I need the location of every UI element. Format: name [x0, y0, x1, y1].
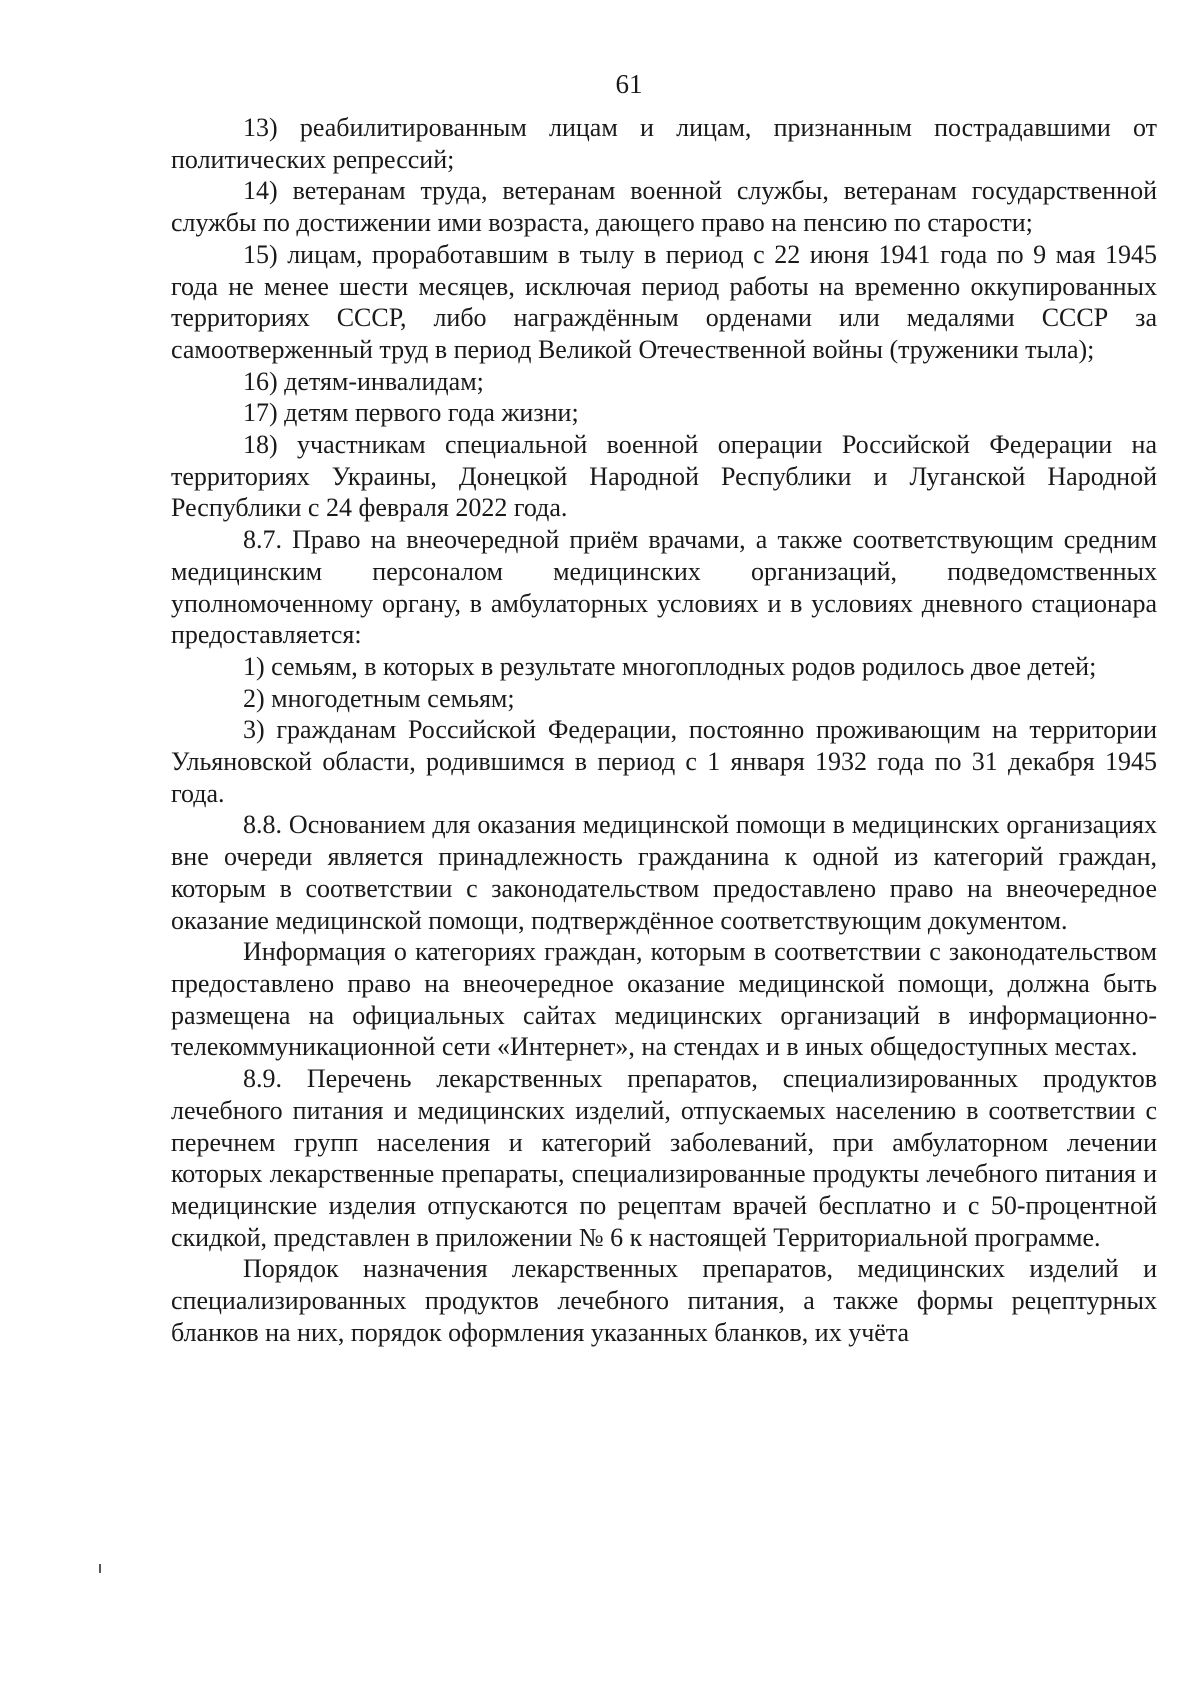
section-8-8-info: Информация о категориях граждан, которым в соответствии с законодательством предоставлено право на внеочередное оказание медицинской помощи, должна быть размещена на официальных сайтах медицинских организаций в информационно-телекоммуникационной сети «Интернет», на стендах и в иных общедоступных местах.	[171, 937, 1157, 1062]
list-item-17: 17) детям первого года жизни;	[243, 398, 579, 428]
list-item-16: 16) детям-инвалидам;	[243, 366, 484, 396]
scan-artifact-mark	[99, 1564, 101, 1573]
list-item-15: 15) лицам, проработавшим в тылу в период с 22 июня 1941 года по 9 мая 1945 года не менее шести месяцев, исключая период работы на временно оккупированных территориях СССР, либо награждённым орденами или медалями СССР за самоотверженный труд в период Великой Отечественной войны (труженики тыла);	[171, 239, 1157, 364]
section-8-8: 8.8. Основанием для оказания медицинской помощи в медицинских организациях вне очереди является принадлежность гражданина к одной из категорий граждан, которым в соответствии с законодательством предоставлено право на внеочередное оказание медицинской помощи, подтверждённое соответствующим документом.	[171, 810, 1157, 935]
list-item-18: 18) участникам специальной военной операции Российской Федерации на территориях Украины, Донецкой Народной Республики и Луганской Народной Республики с 24 февраля 2022 года.	[171, 430, 1157, 523]
section-8-7: 8.7. Право на внеочередной приём врачами, а также соответствующим средним медицинским персоналом медицинских организаций, подведомственных уполномоченному органу, в амбулаторных условиях и в условиях дневного стационара предоставляется:	[171, 525, 1157, 650]
list-item-13: 13) реабилитированным лицам и лицам, признанным пострадавшими от политических репрессий;	[171, 113, 1157, 174]
section-8-7-item-2: 2) многодетным семьям;	[243, 683, 515, 713]
prescription-procedure: Порядок назначения лекарственных препаратов, медицинских изделий и специализированных продуктов лечебного питания, а также формы рецептурных бланков на них, порядок оформления указанных бланков, их учёта	[171, 1254, 1157, 1347]
section-8-7-item-1: 1) семьям, в которых в результате многоплодных родов родилось двое детей;	[243, 651, 1097, 681]
list-item-14: 14) ветеранам труда, ветеранам военной службы, ветеранам государственной службы по достижении ими возраста, дающего право на пенсию по старости;	[171, 176, 1157, 238]
document-body	[171, 112, 1157, 1348]
section-8-9: 8.9. Перечень лекарственных препаратов, специализированных продуктов лечебного питания и медицинских изделий, отпускаемых населению в соответствии с перечнем групп населения и категорий заболеваний, при амбулаторном лечении которых лекарственные препараты, специализированные продукты лечебного питания и медицинские изделия отпускаются по рецептам врачей бесплатно и с 50-процентной скидкой, представлен в приложении № 6 к настоящей Территориальной программе.	[171, 1064, 1157, 1252]
section-8-7-item-3: 3) гражданам Российской Федерации, постоянно проживающим на территории Ульяновской области, родившимся в период с 1 января 1932 года по 31 декабря 1945 года.	[171, 715, 1157, 808]
page-number: 61	[615, 69, 643, 99]
